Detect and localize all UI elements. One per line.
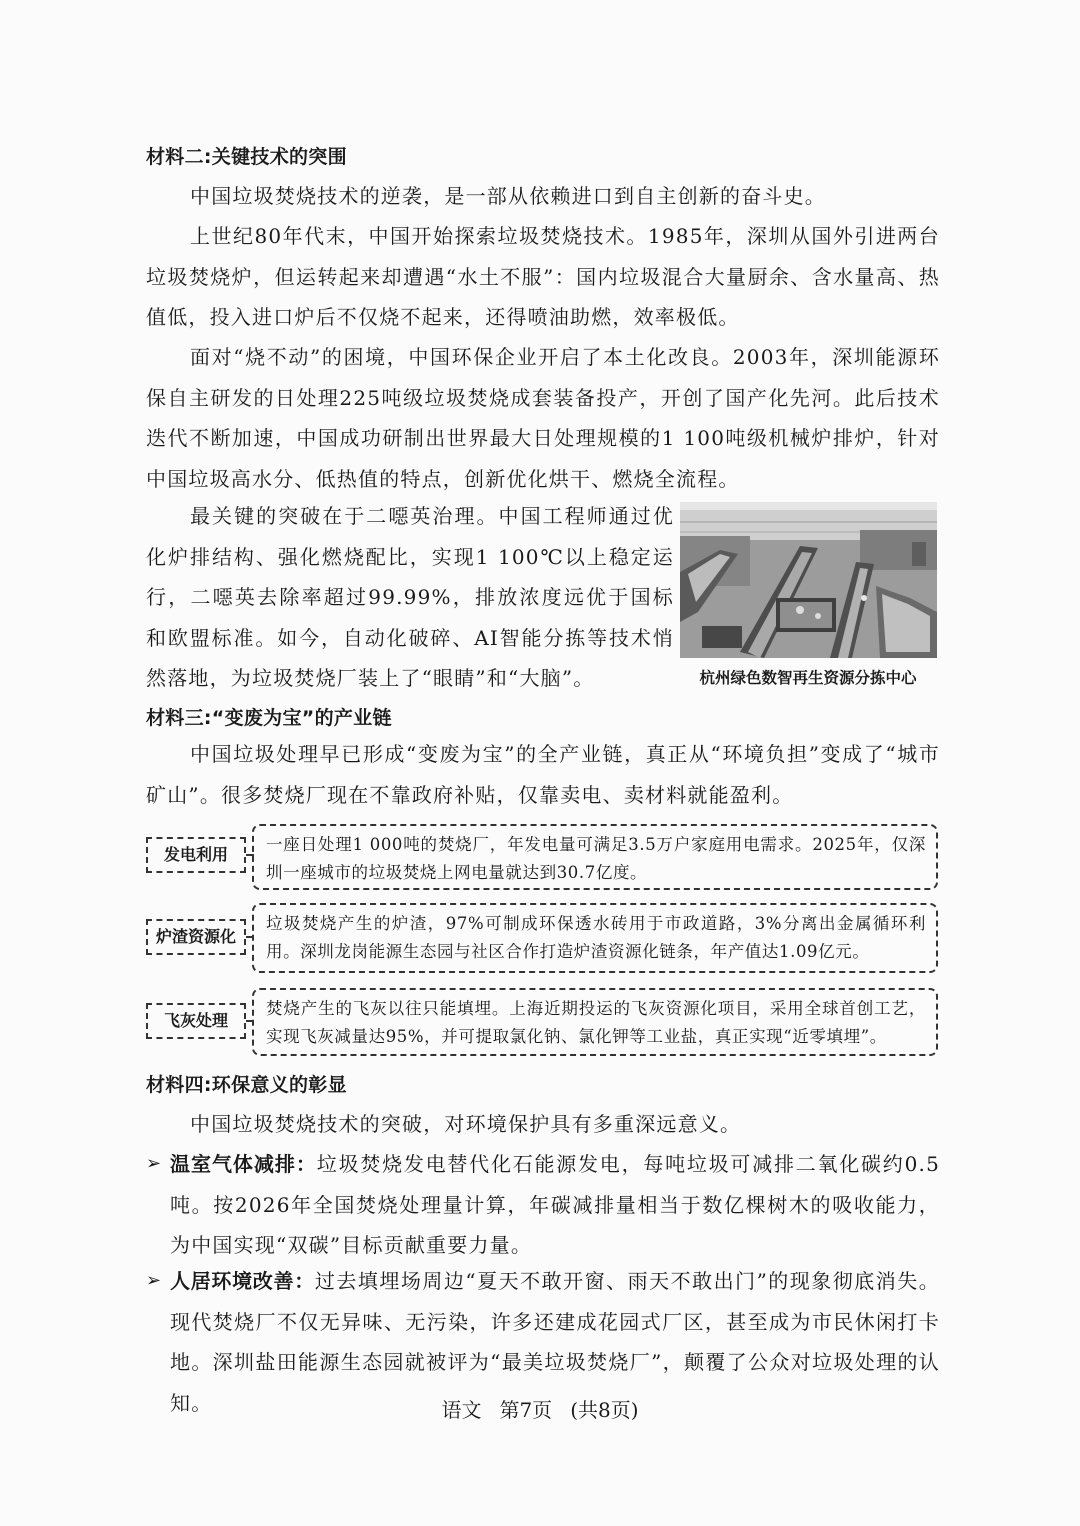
section4-heading: 材料四:环保意义的彰显 (146, 1074, 347, 1096)
footer-total-pages: (共8页) (570, 1398, 639, 1422)
section3-paragraph: 中国垃圾处理早已形成“变废为宝”的全产业链，真正从“环境负担”变成了“城市矿山”。很多焚烧厂现在不靠政府补贴，仅靠卖电、卖材料就能盈利。 (146, 742, 940, 807)
sorting-center-photo (680, 502, 937, 658)
section2-paragraph-1: 中国垃圾焚烧技术的逆袭，是一部从依赖进口到自主创新的奋斗史。 (190, 184, 826, 208)
photo-caption: 杭州绿色数智再生资源分拣中心 (699, 669, 917, 687)
bullet-lead: 人居环境改善： (170, 1269, 315, 1293)
section2-paragraph-3: 面对“烧不动”的困境，中国环保企业开启了本土化改良。2003年，深圳能源环保自主研发的日处理225吨级垃圾焚烧成套装备投产，开创了国产化先河。此后技术迭代不断加速，中国成功研制出世界最大日处理规模的1 100吨级机械炉排炉，针对中国垃圾高水分、低热值的特点，创新优化烘干、燃烧全流程。 (146, 345, 940, 491)
page-footer (0, 1397, 1080, 1423)
section4-intro: 中国垃圾焚烧技术的突破，对环境保护具有多重深远意义。 (190, 1112, 742, 1136)
box-label-slag-recycling: 炉渣资源化 (146, 919, 246, 955)
footer-page-number: 第7页 (499, 1398, 553, 1422)
section2-paragraph-4: 最关键的突破在于二噁英治理。中国工程师通过优化炉排结构、强化燃烧配比，实现1 100℃以上稳定运行，二噁英去除率超过99.99%，排放浓度远优于国标和欧盟标准。如今，自动化破碎、AI智能分拣等技术悄然落地，为垃圾焚烧厂装上了“眼睛”和“大脑”。 (146, 504, 674, 690)
box-content-slag-recycling: 垃圾焚烧产生的炉渣，97%可制成环保透水砖用于市政道路，3%分离出金属循环利用。深圳龙岗能源生态园与社区合作打造炉渣资源化链条，年产值达1.09亿元。 (252, 903, 938, 973)
bullet-lead: 温室气体减排： (170, 1152, 317, 1176)
bullet-text: 过去填埋场周边“夏天不敢开窗、雨天不敢出门”的现象彻底消失。现代焚烧厂不仅无异味、无污染，许多还建成花园式厂区，甚至成为市民休闲打卡地。深圳盐田能源生态园就被评为“最美垃圾焚烧厂”，颠覆了公众对垃圾处理的认知。 (170, 1269, 940, 1415)
section2-paragraph-2: 上世纪80年代末，中国开始探索垃圾焚烧技术。1985年，深圳从国外引进两台垃圾焚烧炉，但运转起来却遭遇“水土不服”：国内垃圾混合大量厨余、含水量高、热值低，投入进口炉后不仅烧不起来，还得喷油助燃，效率极低。 (146, 224, 940, 329)
footer-subject: 语文 (441, 1398, 482, 1422)
section3-heading: 材料三:“变废为宝”的产业链 (146, 707, 392, 729)
bullet-greenhouse-gas (146, 1144, 940, 1266)
box-content-fly-ash: 焚烧产生的飞灰以往只能填埋。上海近期投运的飞灰资源化项目，采用全球首创工艺，实现飞灰减量达95%，并可提取氯化钠、氯化钾等工业盐，真正实现“近零填埋”。 (252, 988, 938, 1056)
box-label-fly-ash: 飞灰处理 (146, 1003, 246, 1039)
sorting-center-illustration (680, 502, 937, 658)
arrow-bullet-icon: ➢ (146, 1153, 163, 1174)
section2-heading: 材料二:关键技术的突围 (146, 146, 347, 168)
arrow-bullet-icon: ➢ (146, 1270, 163, 1291)
bullet-text: 垃圾焚烧发电替代化石能源发电，每吨垃圾可减排二氧化碳约0.5吨。按2026年全国焚烧处理量计算，年碳减排量相当于数亿棵树木的吸收能力，为中国实现“双碳”目标贡献重要力量。 (170, 1152, 940, 1257)
box-label-power-generation: 发电利用 (146, 837, 246, 873)
box-content-power-generation: 一座日处理1 000吨的焚烧厂，年发电量可满足3.5万户家庭用电需求。2025年，仅深圳一座城市的垃圾焚烧上网电量就达到30.7亿度。 (252, 824, 938, 890)
